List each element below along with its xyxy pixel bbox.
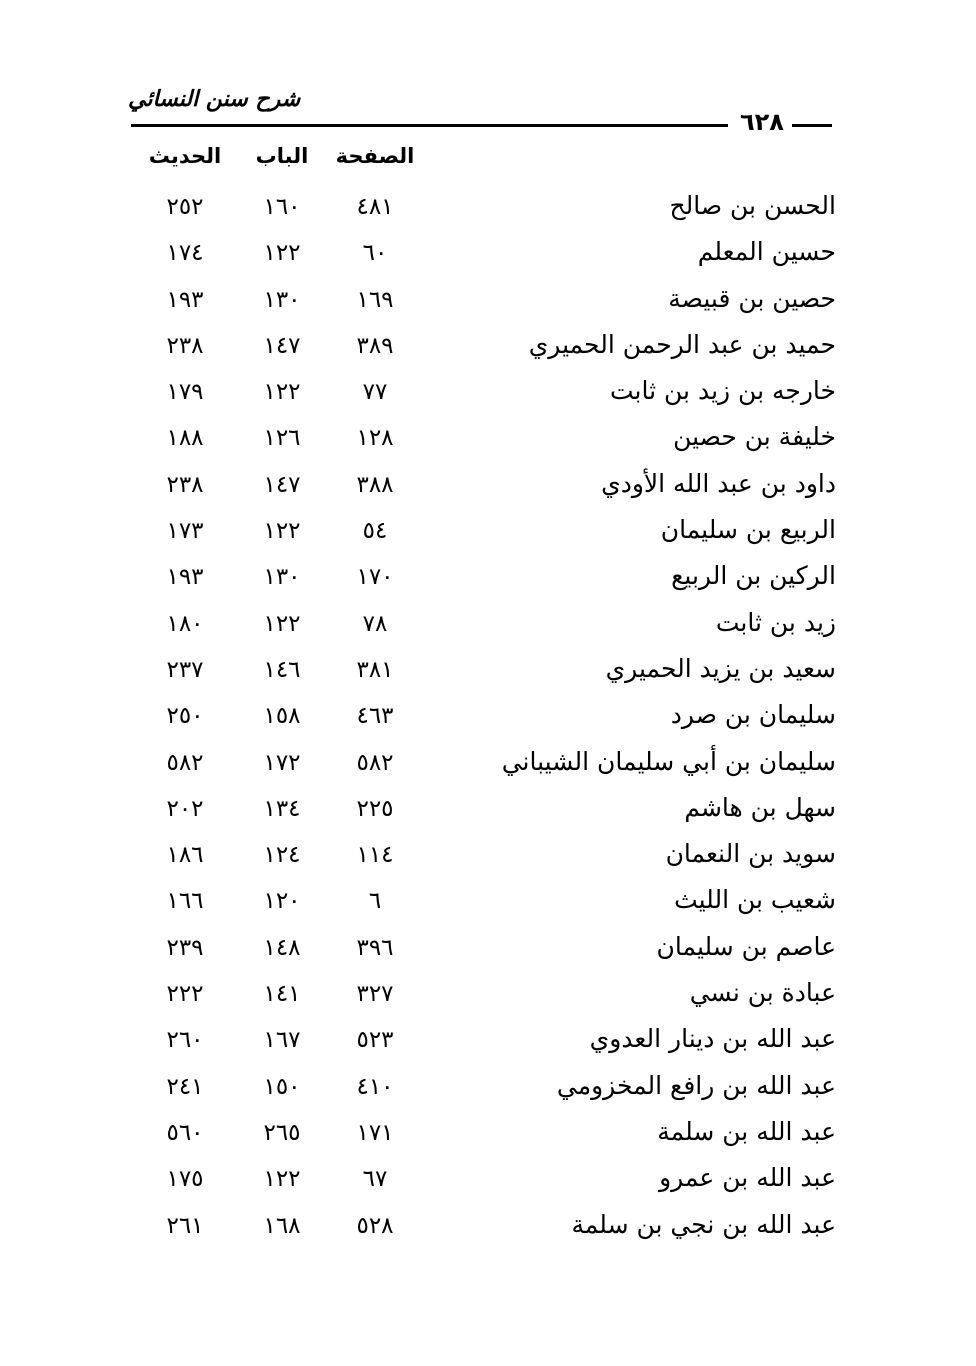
narrator-name: عبادة بن نسي [689,978,836,1008]
page-ref: ٤٨١ [356,194,394,220]
narrator-name: الحسن بن صالح [669,191,836,220]
hadith-ref: ٢٤١ [166,1073,204,1100]
table-row [0,466,976,512]
narrator-name: عاصم بن سليمان [656,931,836,961]
hadith-ref: ١٩٣ [166,286,204,313]
table-row [0,605,976,651]
narrator-name: سهل بن هاشم [684,792,836,822]
hadith-ref: ٢٦٠ [166,1027,204,1054]
hadith-ref: ١٧٥ [166,1166,204,1193]
page-ref: ٦٠ [362,240,388,267]
hadith-ref: ١٨٨ [166,425,204,452]
column-header-page: الصفحة [335,144,415,168]
bab-ref: ١٥٨ [263,703,301,730]
bab-ref: ١٦٨ [263,1212,301,1239]
narrator-name: الركين بن الربيع [671,561,836,591]
hadith-ref: ٥٨٢ [166,749,204,776]
narrator-name: سليمان بن صرد [670,700,836,730]
hadith-ref: ٢٥٠ [166,703,204,730]
page-number: ٦٢٨ [740,108,784,136]
table-row [0,373,976,419]
bab-ref: ١٢٠ [263,888,301,915]
narrator-name: سويد بن النعمان [665,839,836,869]
table-row [0,281,976,327]
bab-ref: ١٥٠ [263,1073,301,1100]
narrator-name: عبد الله بن نجي بن سلمة [571,1209,836,1239]
page-ref: ٣٩٦ [356,934,394,961]
bab-ref: ١٢٢ [263,1166,301,1193]
table-row [0,929,976,975]
page-ref: ٧٨ [362,610,388,637]
bab-ref: ١٢٢ [263,610,301,637]
hadith-ref: ١٦٦ [166,888,204,915]
hadith-ref: ٢٦١ [166,1212,204,1239]
bab-ref: ١٢٦ [263,425,301,452]
hadith-ref: ١٧٣ [166,518,204,545]
narrator-name: عبد الله بن سلمة [657,1116,836,1146]
page-ref: ١٧١ [356,1119,394,1146]
table-row [0,651,976,697]
hadith-ref: ٢٠٢ [166,795,204,822]
page-ref: ٥٨٢ [356,749,394,776]
bab-ref: ١٣٠ [263,286,301,313]
bab-ref: ١٣٤ [263,795,301,822]
hadith-ref: ١٧٩ [166,379,204,406]
bab-ref: ١٤٧ [263,471,301,498]
column-header-bab: الباب [255,144,309,168]
page-ref: ١١٤ [356,842,394,869]
narrator-name: خليفة بن حصين [673,422,836,452]
page-ref: ١٧٠ [356,564,394,591]
bab-ref: ١٢٤ [263,842,301,869]
narrator-name: سليمان بن أبي سليمان الشيباني [501,746,836,776]
column-header-hadith: الحديث [148,144,222,168]
narrator-name: شعيب بن الليث [674,885,836,915]
table-row [0,836,976,882]
table-row [0,1114,976,1160]
narrator-name: عبد الله بن رافع المخزومي [556,1070,836,1100]
header-rule [131,124,728,127]
page-header [0,0,976,140]
hadith-ref: ١٨٦ [166,842,204,869]
hadith-ref: ٢٢٢ [166,981,204,1008]
bab-ref: ١٤٨ [263,934,301,961]
bab-ref: ١٣٠ [263,564,301,591]
narrator-name: خارجه بن زيد بن ثابت [609,376,836,406]
page-ref: ٤١٠ [356,1073,394,1100]
page-ref: ٧٧ [362,379,388,406]
table-row [0,975,976,1021]
bab-ref: ١٦٧ [263,1027,301,1054]
hadith-ref: ٥٦٠ [166,1119,204,1146]
index-table [0,188,976,1253]
page-ref: ٣٢٧ [356,981,394,1008]
table-row [0,327,976,373]
narrator-name: حسين المعلم [697,237,836,267]
table-row [0,234,976,280]
bab-ref: ١٧٢ [263,749,301,776]
page-ref: ٥٤ [362,518,388,545]
table-row [0,558,976,604]
bab-ref: ١٢٢ [263,518,301,545]
bab-ref: ١٤٧ [263,332,301,359]
page-ref: ٦٧ [362,1166,388,1193]
hadith-ref: ٢٣٧ [166,656,204,683]
page-ref: ٥٢٣ [356,1027,394,1054]
bab-ref: ١٤١ [263,981,301,1008]
hadith-ref: ٢٣٩ [166,934,204,961]
bab-ref: ١٤٦ [263,656,301,683]
narrator-name: سعيد بن يزيد الحميري [605,653,836,683]
hadith-ref: ١٩٣ [166,564,204,591]
table-row [0,1160,976,1206]
book-title: شرح سنن النسائي [128,86,301,112]
table-row [0,882,976,928]
table-row [0,188,976,234]
table-row [0,512,976,558]
hadith-ref: ٢٣٨ [166,332,204,359]
hadith-ref: ١٨٠ [166,610,204,637]
table-row [0,1021,976,1067]
bab-ref: ١٢٢ [263,240,301,267]
narrator-name: عبد الله بن دينار العدوي [589,1024,836,1054]
page-number-dash [792,124,832,127]
page-ref: ٣٨٨ [356,471,394,498]
narrator-name: حصين بن قبيصة [668,283,836,313]
narrator-name: زيد بن ثابت [715,607,836,637]
hadith-ref: ٢٣٨ [166,471,204,498]
page-ref: ١٢٨ [356,425,394,452]
page-ref: ٢٢٥ [356,795,394,822]
narrator-name: عبد الله بن عمرو [659,1163,836,1193]
page-ref: ٦ [368,888,382,915]
column-headers [0,144,976,184]
narrator-name: حميد بن عبد الرحمن الحميري [528,329,836,359]
table-row [0,697,976,743]
hadith-ref: ٢٥٢ [166,194,204,220]
page-ref: ٣٨٩ [356,332,394,359]
hadith-ref: ١٧٤ [166,240,204,267]
narrator-name: الربيع بن سليمان [660,515,836,545]
table-row [0,1068,976,1114]
page-ref: ١٦٩ [356,286,394,313]
table-row [0,790,976,836]
bab-ref: ١٢٢ [263,379,301,406]
page-ref: ٣٨١ [356,656,394,683]
table-row [0,419,976,465]
table-row [0,744,976,790]
page-ref: ٤٦٣ [356,703,394,730]
narrator-name: داود بن عبد الله الأودي [601,468,836,498]
bab-ref: ١٦٠ [263,194,301,220]
page-ref: ٥٢٨ [356,1212,394,1239]
table-row [0,1207,976,1253]
bab-ref: ٢٦٥ [263,1119,301,1146]
